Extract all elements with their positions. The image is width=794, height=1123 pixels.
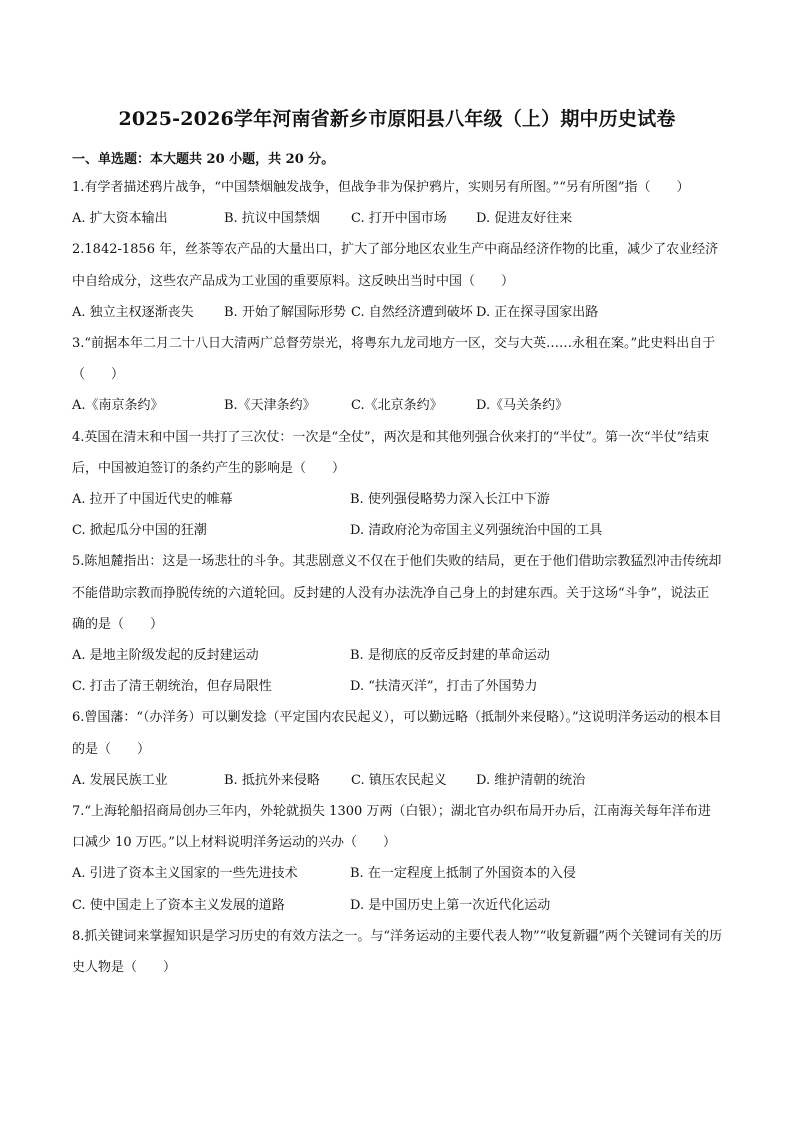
question-stem: 8.抓关键词来掌握知识是学习历史的有效方法之一。与“洋务运动的主要代表人物”“收复新疆”两个关键词有关的历史人物是（ ） bbox=[72, 928, 722, 976]
question-5 bbox=[72, 546, 722, 702]
option-list bbox=[72, 640, 722, 671]
option-list bbox=[72, 297, 722, 328]
option-list bbox=[72, 858, 722, 889]
question-3 bbox=[72, 328, 722, 422]
option-a: A. 拉开了中国近代史的帷幕 bbox=[72, 492, 233, 508]
option-list bbox=[72, 890, 722, 921]
option-c: C. 掀起瓜分中国的狂潮 bbox=[72, 523, 207, 539]
question-stem: 5.陈旭麓指出：这是一场悲壮的斗争。其悲剧意义不仅在于他们失败的结局，更在于他们借助宗教猛烈冲击传统却不能借助宗教而挣脱传统的六道轮回。反封建的人没有办法洗净自己身上的封建东西。关于这场“斗争”，说法正确的是（ ） bbox=[72, 554, 722, 632]
option-c: C. 打击了清王朝统治，但存局限性 bbox=[72, 679, 272, 695]
option-list bbox=[72, 484, 722, 515]
option-c: C. 镇压农民起义 bbox=[351, 772, 447, 788]
question-2 bbox=[72, 234, 722, 328]
option-list bbox=[72, 765, 722, 796]
option-a: A.《南京条约》 bbox=[72, 398, 164, 414]
page-title: 2025-2026学年河南省新乡市原阳县八年级（上）期中历史试卷 bbox=[118, 108, 676, 130]
option-list bbox=[72, 203, 722, 234]
option-list bbox=[72, 515, 722, 546]
question-list bbox=[72, 172, 722, 983]
option-c: C. 打开中国市场 bbox=[351, 211, 447, 227]
option-a: A. 独立主权逐渐丧失 bbox=[72, 304, 194, 320]
option-a: A. 发展民族工业 bbox=[72, 772, 168, 788]
question-8 bbox=[72, 921, 722, 983]
option-a: A. 引进了资本主义国家的一些先进技术 bbox=[72, 866, 298, 882]
option-d: D. 维护清朝的统治 bbox=[476, 772, 586, 788]
question-stem: 7.“上海轮船招商局创办三年内，外轮就损失 1300 万两（白银）；湖北官办织布局开办后，江南海关每年洋布进口减少 10 万匹。”以上材料说明洋务运动的兴办（ ） bbox=[72, 804, 711, 851]
question-4 bbox=[72, 422, 722, 547]
question-stem: 2.1842-1856 年，丝茶等农产品的大量出口，扩大了部分地区农业生产中商品经济作物的比重，减少了农业经济中自给成分，这些农产品成为工业国的重要原料。这反映出当时中国（ ） bbox=[72, 242, 719, 289]
option-a: A. 是地主阶级发起的反封建运动 bbox=[72, 648, 259, 664]
question-stem: 6.曾国藩：“（办洋务）可以剿发捻（平定国内农民起义），可以勤远略（抵制外来侵略）。”这说明洋务运动的根本目的是（ ） bbox=[72, 710, 722, 757]
section-heading: 一、单选题：本大题共 20 小题，共 20 分。 bbox=[72, 152, 335, 167]
option-d: D. 是中国历史上第一次近代化运动 bbox=[350, 897, 551, 913]
option-d: D. 正在探寻国家出路 bbox=[476, 304, 599, 320]
option-c: C. 自然经济遭到破坏 bbox=[351, 304, 473, 320]
question-stem: 1.有学者描述鸦片战争，“中国禁烟触发战争，但战争非为保护鸦片，实则另有所图。”“另有所图”指（ ） bbox=[72, 180, 690, 195]
option-c: C.《北京条约》 bbox=[351, 398, 443, 414]
option-d: D. 清政府沦为帝国主义列强统治中国的工具 bbox=[350, 523, 603, 539]
option-a: A. 扩大资本输出 bbox=[72, 211, 168, 227]
option-d: D. “扶清灭洋”，打击了外国势力 bbox=[350, 679, 538, 695]
option-b: B. 抗议中国禁烟 bbox=[224, 211, 320, 227]
option-b: B. 抵抗外来侵略 bbox=[224, 772, 320, 788]
option-d: D. 促进友好往来 bbox=[476, 211, 573, 227]
option-b: B. 开始了解国际形势 bbox=[224, 304, 346, 320]
option-c: C. 使中国走上了资本主义发展的道路 bbox=[72, 897, 285, 913]
option-d: D.《马关条约》 bbox=[476, 398, 569, 414]
option-list bbox=[72, 390, 722, 421]
option-b: B.《天津条约》 bbox=[224, 398, 316, 414]
question-6 bbox=[72, 702, 722, 796]
option-b: B. 是彻底的反帝反封建的革命运动 bbox=[350, 648, 550, 664]
option-b: B. 在一定程度上抵制了外国资本的入侵 bbox=[350, 866, 576, 882]
question-stem: 3.“前据本年二月二十八日大清两广总督劳崇光，将粤东九龙司地方一区，交与大英……永租在案。”此史料出自于（ ） bbox=[72, 336, 716, 383]
question-stem: 4.英国在清末和中国一共打了三次仗：一次是“全仗”，两次是和其他列强合伙来打的“半仗”。第一次“半仗”结束后，中国被迫签订的条约产生的影响是（ ） bbox=[72, 429, 710, 476]
option-b: B. 使列强侵略势力深入长江中下游 bbox=[350, 492, 550, 508]
question-1 bbox=[72, 172, 722, 234]
option-list bbox=[72, 671, 722, 702]
question-7 bbox=[72, 796, 722, 921]
